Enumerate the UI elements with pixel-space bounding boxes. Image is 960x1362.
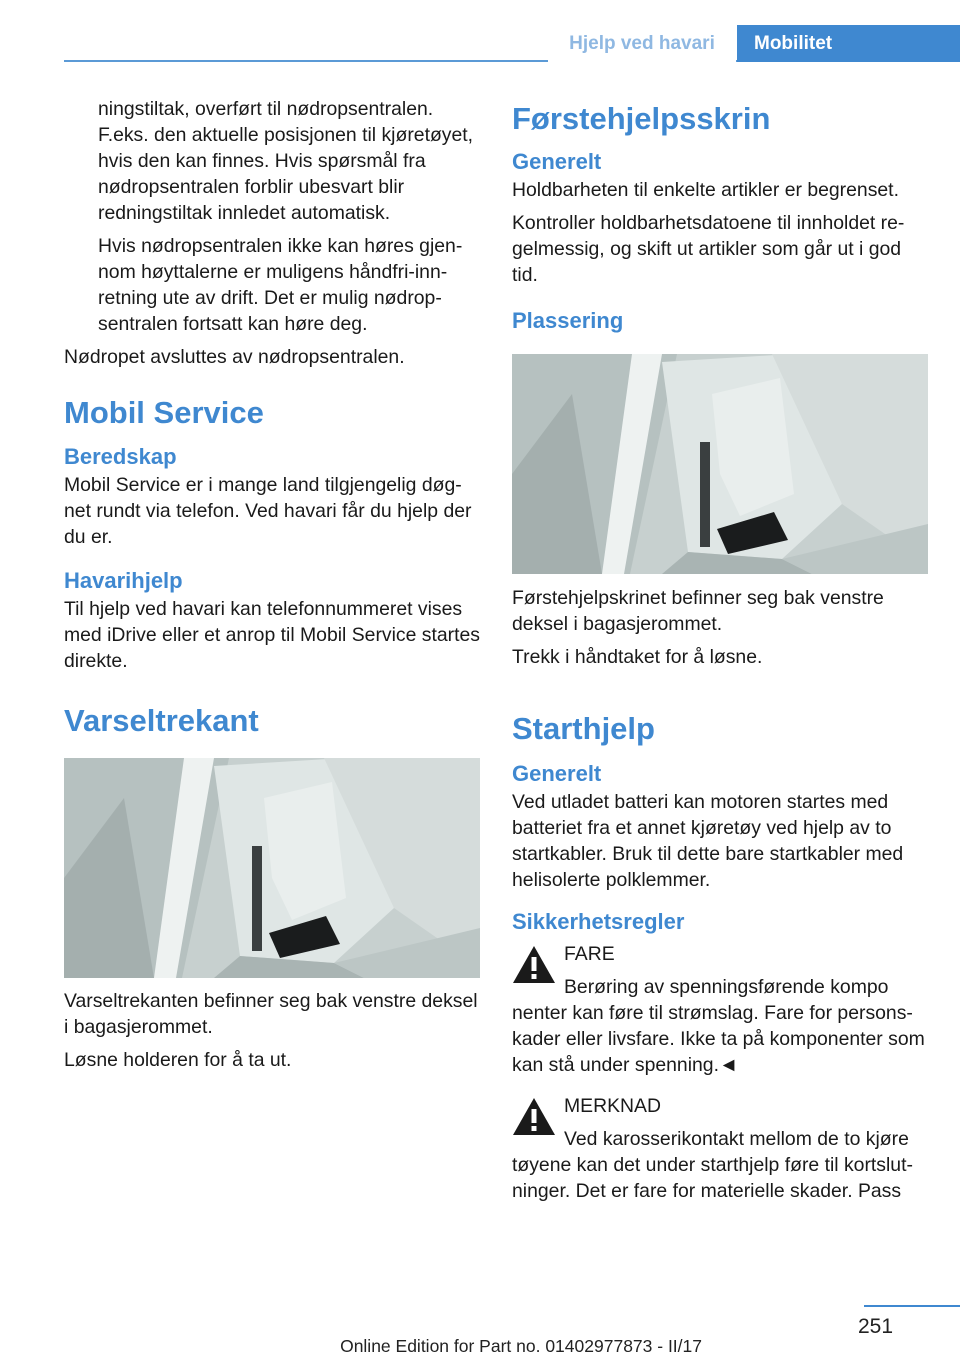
body-text: Mobil Service er i mange land tilgjengelig døgnet rundt via telefon. Ved havari får du hjelp der du er. (64, 474, 472, 548)
warning-triangle-icon (512, 945, 556, 984)
edition-footer: Online Edition for Part no. 01402977873 - II/17 (340, 1336, 702, 1356)
warning-text: nenter kan føre til strømslag. Fare for personskader eller livsfare. Ikke ta på komponenter som kan stå under spenning.◄ (512, 1002, 925, 1076)
trunk-photo-warning-triangle (64, 758, 480, 978)
subsection-title-havarihjelp: Havarihjelp (64, 568, 183, 593)
trunk-photo-first-aid-kit (512, 354, 928, 574)
subsection-title-beredskap: Beredskap (64, 444, 177, 469)
subsection-title-generelt: Generelt (512, 149, 602, 174)
subsection-title-generelt: Generelt (512, 761, 602, 786)
section-title-varseltrekant: Varseltrekant (64, 703, 259, 738)
right-column (512, 96, 930, 1211)
body-text: Varseltrekanten befinner seg bak venstre deksel i bagasjerommet. (64, 990, 478, 1038)
footer-rule (864, 1305, 960, 1307)
header-section-tab[interactable]: Hjelp ved havari (548, 25, 736, 62)
body-text: Nødropet avsluttes av nødropsentralen. (64, 346, 405, 368)
section-title-mobil-service: Mobil Service (64, 395, 264, 430)
notice-warning (512, 1093, 930, 1204)
body-text: Kontroller holdbarhetsdatoene til innholdet regelmessig, og skift ut artikler som går ut i god tid. (512, 212, 905, 286)
subsection-title-plassering: Plassering (512, 308, 624, 333)
body-text: Ved utladet batteri kan motoren startes med batteriet fra et annet kjøretøy ved hjelp av to startkabler. Bruk til dette bare startkabler med helisolerte polklemmer. (512, 791, 904, 891)
body-text: Førstehjelpskrinet befinner seg bak venstre deksel i bagasjerommet. (512, 587, 884, 635)
section-title-forstehjelpsskrin: Førstehjelpsskrin (512, 101, 771, 136)
notice-text: tøyene kan det under starthjelp føre til kortslutninger. Det er fare for materielle skader. Pass (512, 1154, 913, 1202)
danger-warning (512, 941, 930, 1078)
body-text: Hvis nødropsentralen ikke kan høres gjennom høyttalerne er muligens håndfri-innretning ute av drift. Det er mulig nødropsentralen fortsatt kan høre deg. (98, 235, 463, 335)
warning-label: FARE (564, 943, 615, 965)
warning-triangle-icon (512, 1097, 556, 1136)
subsection-title-sikkerhetsregler: Sikkerhetsregler (512, 909, 685, 934)
body-text: Løsne holderen for å ta ut. (64, 1049, 292, 1071)
body-text: ningstiltak, overført til nødropsentralen. F.eks. den aktuelle posisjonen til kjøretøyet, hvis den kan finnes. Hvis spørsmål fra nødropsentralen forblir ubesvart blir redningstiltak innledet automatisk. (98, 98, 474, 224)
body-text: Holdbarheten til enkelte artikler er begrenset. (512, 179, 899, 201)
notice-text: Ved karosserikontakt mellom de to kjøre (564, 1128, 909, 1150)
body-text: Til hjelp ved havari kan telefonnummeret vises med iDrive eller et anrop til Mobil Service startes direkte. (64, 598, 480, 672)
left-column (64, 96, 482, 1080)
section-title-starthjelp: Starthjelp (512, 711, 655, 746)
body-text: Trekk i håndtaket for å løsne. (512, 646, 763, 668)
page-number: 251 (858, 1315, 894, 1338)
notice-label: MERKNAD (564, 1095, 661, 1117)
header-chapter-tab[interactable]: Mobilitet (737, 25, 960, 62)
warning-text: Berøring av spenningsførende kompo (564, 976, 889, 998)
